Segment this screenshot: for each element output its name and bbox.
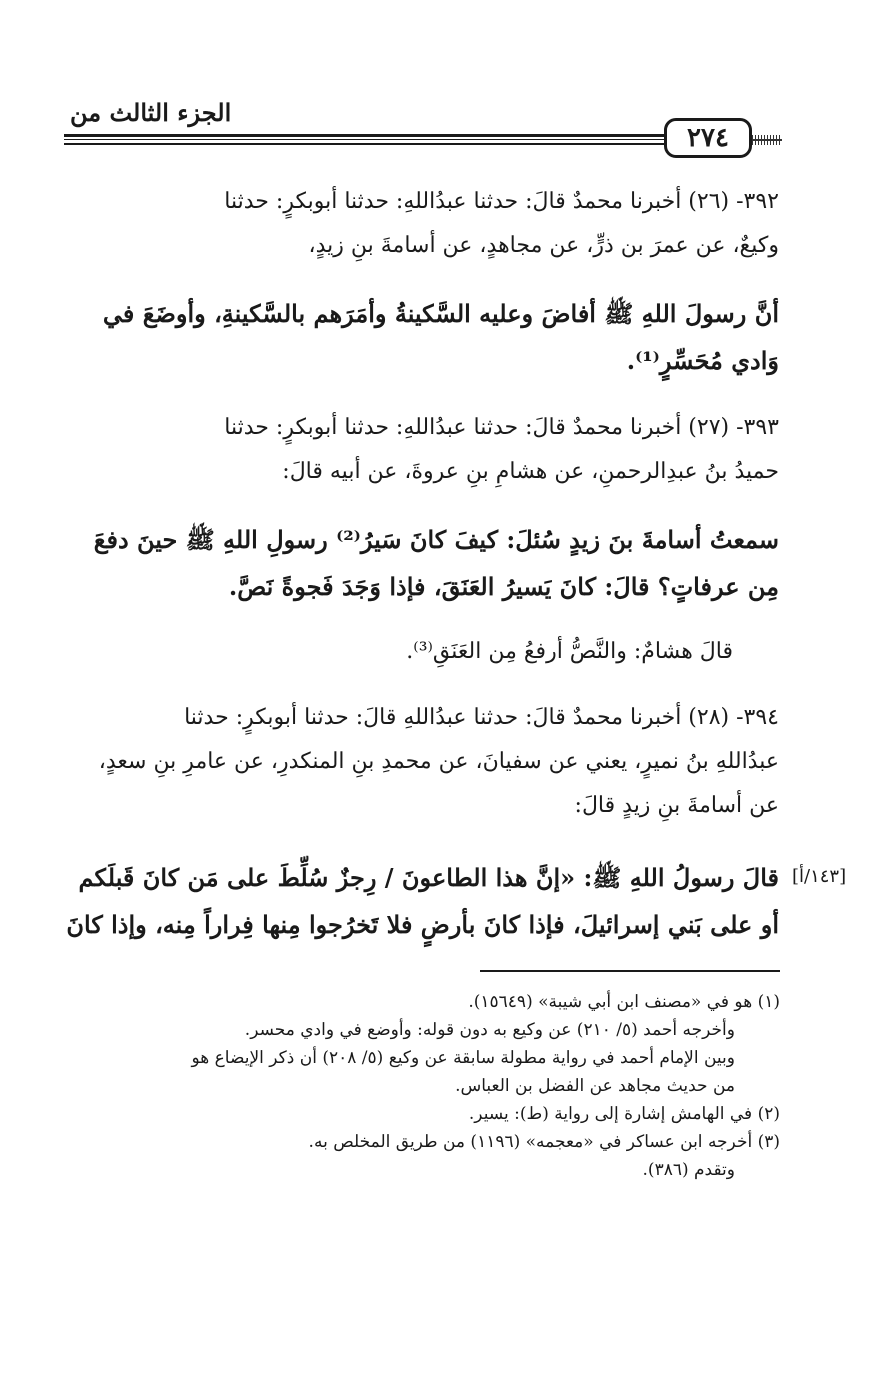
footnotes xyxy=(100,988,780,1184)
text-line: سمعتُ أسامةَ بنَ زيدٍ سُئلَ: كيفَ كانَ سَيرُ⁽²⁾ رسولِ اللهِ ﷺ حينَ دفعَ xyxy=(93,525,779,554)
text-line: عن أسامةَ بنِ زيدٍ قالَ: xyxy=(574,793,779,818)
hisham-comment xyxy=(66,630,779,674)
footnote-line: من حديث مجاهد عن الفضل بن العباس. xyxy=(455,1076,735,1096)
text-line: عبدُاللهِ بنُ نميرٍ، يعني عن سفيانَ، عن محمدِ بنِ المنكدرِ، عن عامرِ بنِ سعدٍ، xyxy=(98,749,779,774)
footnote-line: (٢) في الهامش إشارة إلى رواية (ط): يسير. xyxy=(468,1104,780,1124)
hadith-394-isnad xyxy=(66,696,779,828)
footnote-line: وأخرجه أحمد (٥/ ٢١٠) عن وكيع به دون قوله: وأوضع في وادي محسر. xyxy=(244,1020,735,1040)
text-line: وَادي مُحَسِّرٍ⁽¹⁾. xyxy=(626,346,779,375)
text-line: ٣٩٣- (٢٧) أخبرنا محمدٌ قالَ: حدثنا عبدُاللهِ: حدثنا أبوبكرٍ: حدثنا xyxy=(224,415,779,440)
hadith-392-matn xyxy=(66,290,779,384)
header-rule xyxy=(64,139,664,140)
text-line: ٣٩٢- (٢٦) أخبرنا محمدٌ قالَ: حدثنا عبدُاللهِ: حدثنا أبوبكرٍ: حدثنا xyxy=(224,189,779,214)
text-line: حميدُ بنُ عبدِالرحمنِ، عن هشامِ بنِ عروةَ، عن أبيه قالَ: xyxy=(282,459,779,484)
hadith-394-matn xyxy=(66,854,779,948)
manuscript-folio-ref: [١٤٣/أ] xyxy=(792,866,847,887)
hadith-392-isnad xyxy=(66,180,779,268)
text-line: أو على بَني إسرائيلَ، فإذا كانَ بأرضٍ فلا تَخرُجوا مِنها فِراراً مِنه، وإذا كانَ xyxy=(66,910,779,939)
header-rule xyxy=(64,143,664,145)
footnote-line: (١) هو في «مصنف ابن أبي شيبة» (١٥٦٤٩). xyxy=(468,992,780,1012)
footnote-separator xyxy=(480,970,780,972)
page-number: ٢٧٤ xyxy=(664,118,752,158)
text-line: وكيعٌ، عن عمرَ بن ذرٍّ، عن مجاهدٍ، عن أسامةَ بنِ زيدٍ، xyxy=(308,233,779,258)
hadith-393-isnad xyxy=(66,406,779,494)
footnote-line: (٣) أخرجه ابن عساكر في «معجمه» (١١٩٦) من طريق المخلص به. xyxy=(308,1132,780,1152)
text-line: أنَّ رسولَ اللهِ ﷺ أفاضَ وعليه السَّكينةُ وأمَرَهم بالسَّكينةِ، وأوضَعَ في xyxy=(102,299,779,328)
running-title: الجزء الثالث من xyxy=(70,98,232,127)
header-ornament xyxy=(752,135,782,145)
footnote-line: وتقدم (٣٨٦). xyxy=(642,1160,735,1180)
text-line: قالَ هشامٌ: والنَّصُّ أرفعُ مِن العَنَقِ⁽³⁾. xyxy=(406,639,733,664)
hadith-393-matn xyxy=(66,516,779,610)
footnote-line: وبين الإمام أحمد في رواية مطولة سابقة عن وكيع (٥/ ٢٠٨) أن ذكر الإيضاع هو xyxy=(191,1048,735,1068)
text-line: قالَ رسولُ اللهِ ﷺ: «إنَّ هذا الطاعونَ / رِجزٌ سُلِّطَ على مَن كانَ قَبلَكم xyxy=(78,863,779,892)
text-line: مِن عرفاتٍ؟ قالَ: كانَ يَسيرُ العَنَقَ، فإذا وَجَدَ فَجوةً نَصَّ. xyxy=(228,572,779,601)
header-rule xyxy=(64,134,664,137)
text-line: ٣٩٤- (٢٨) أخبرنا محمدٌ قالَ: حدثنا عبدُاللهِ قالَ: حدثنا أبوبكرٍ: حدثنا xyxy=(184,705,779,730)
